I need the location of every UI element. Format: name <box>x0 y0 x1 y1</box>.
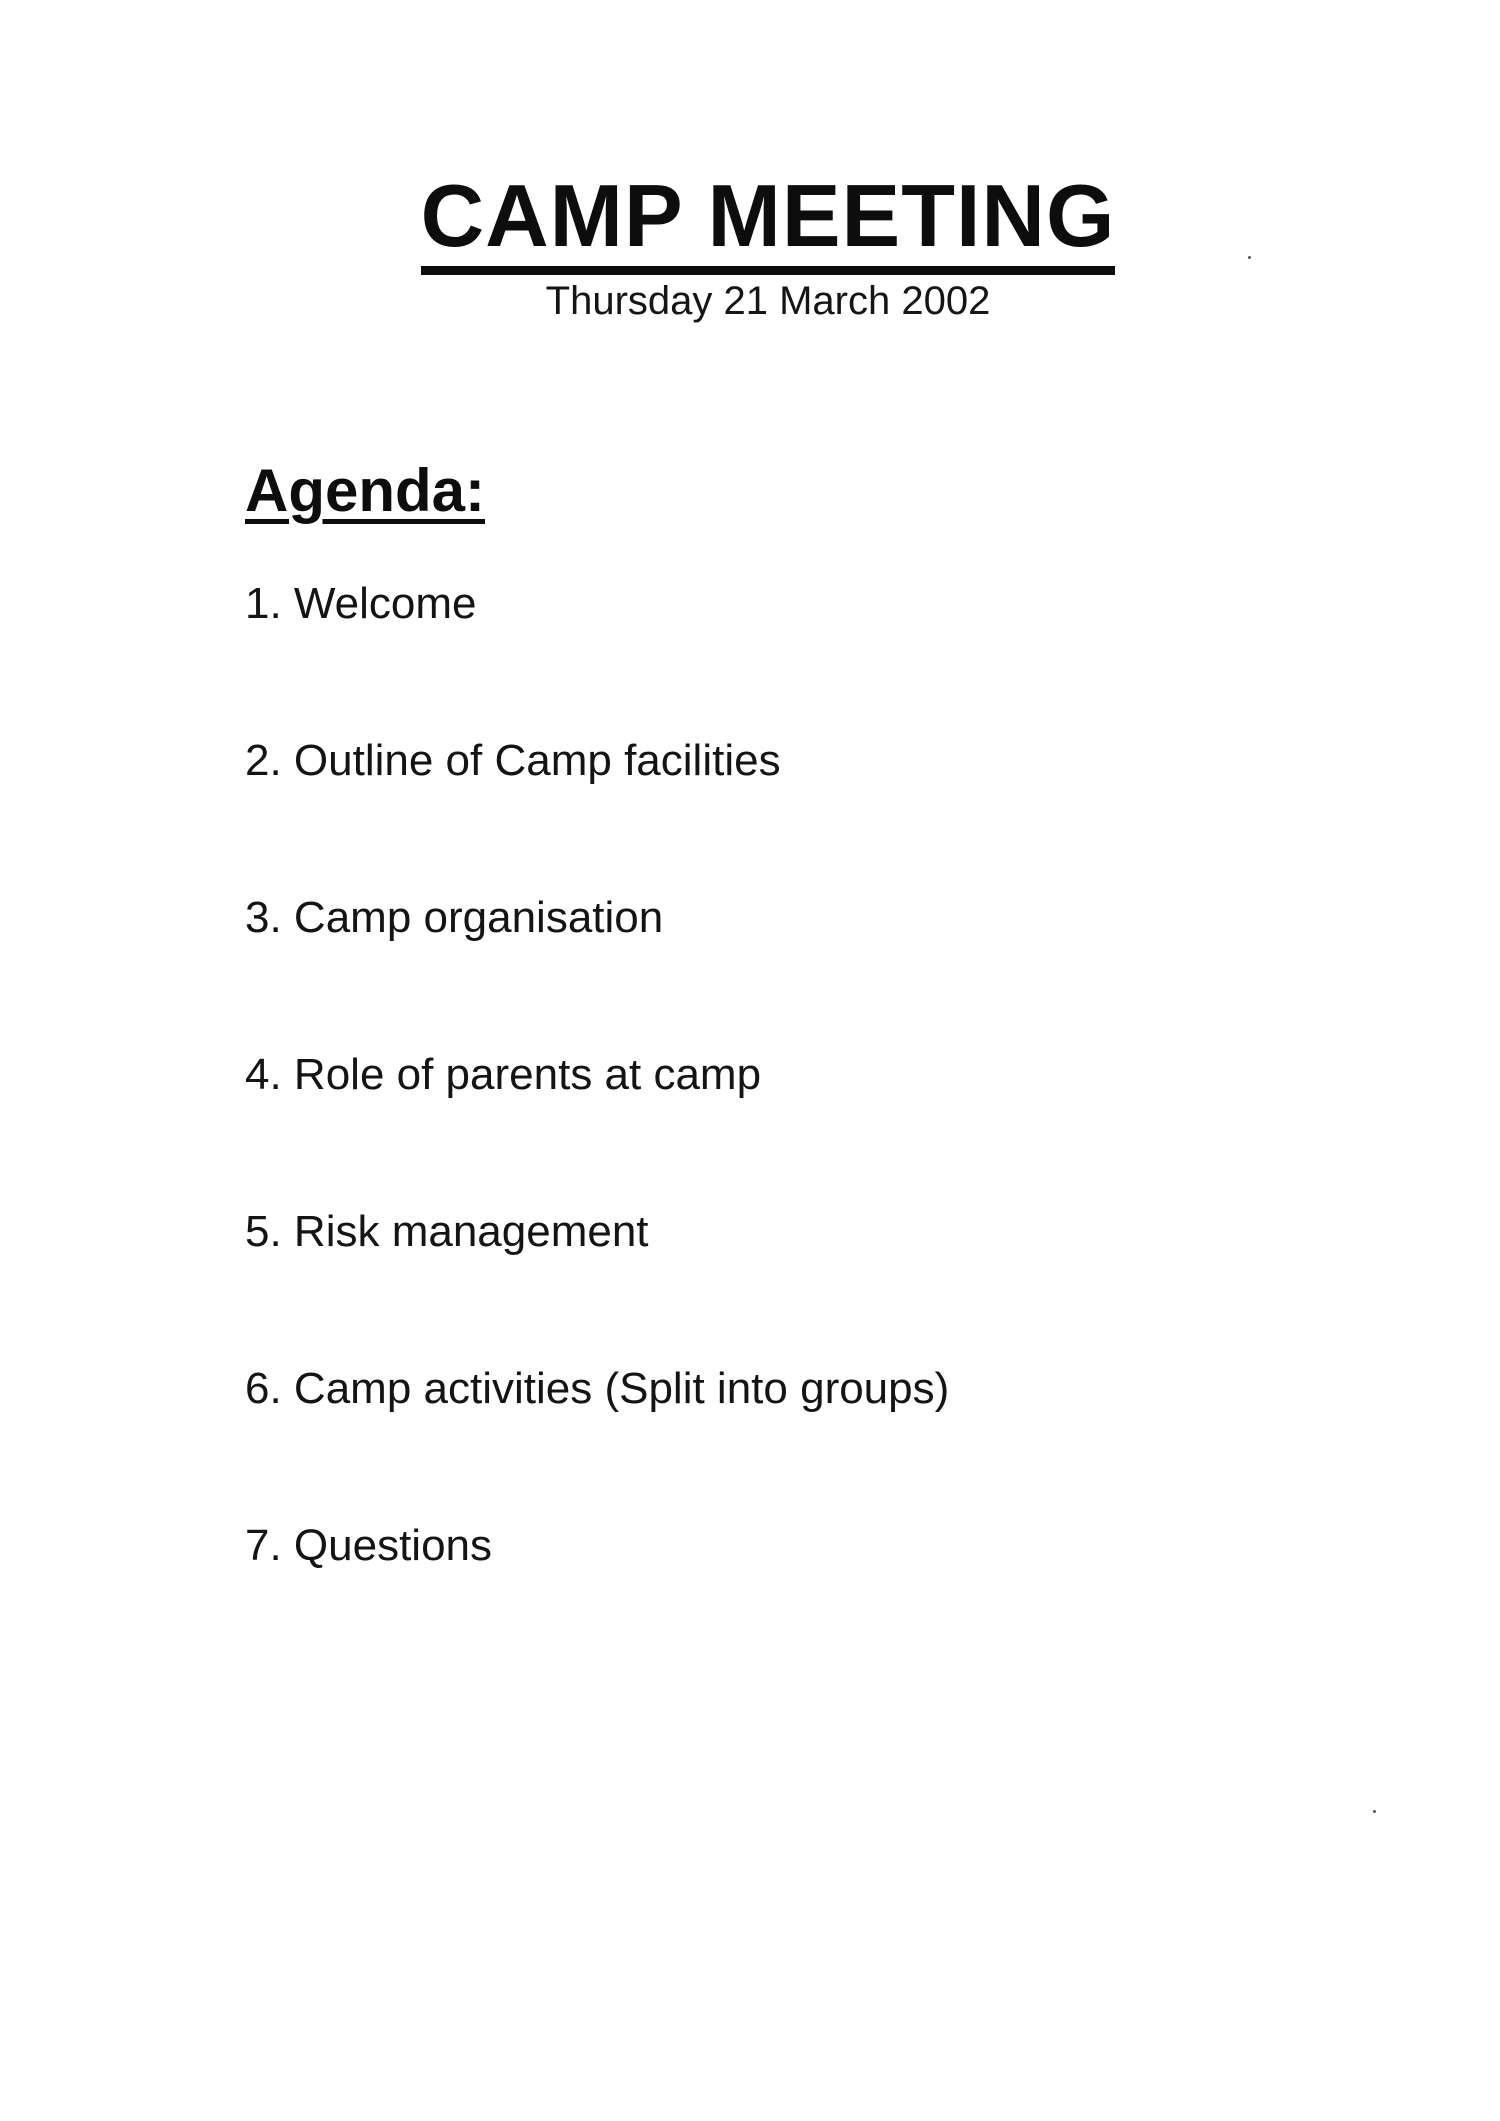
agenda-item-questions: 7. Questions <box>245 1521 493 1570</box>
agenda-item-facilities: 2. Outline of Camp facilities <box>245 736 781 785</box>
agenda-heading: Agenda: <box>245 457 485 524</box>
agenda-item-parents-role: 4. Role of parents at camp <box>245 1050 762 1099</box>
scan-speck <box>1373 1810 1376 1813</box>
scan-speck <box>1248 256 1251 259</box>
agenda-item-risk-management: 5. Risk management <box>245 1207 649 1256</box>
meeting-date: Thursday 21 March 2002 <box>545 279 991 323</box>
agenda-item-welcome: 1. Welcome <box>245 579 477 628</box>
document-header <box>413 166 1123 323</box>
agenda-list <box>245 580 949 1679</box>
page-title: CAMP MEETING <box>421 172 1116 275</box>
agenda-item-organisation: 3. Camp organisation <box>245 893 664 942</box>
agenda-item-activities: 6. Camp activities (Split into groups) <box>245 1364 950 1413</box>
